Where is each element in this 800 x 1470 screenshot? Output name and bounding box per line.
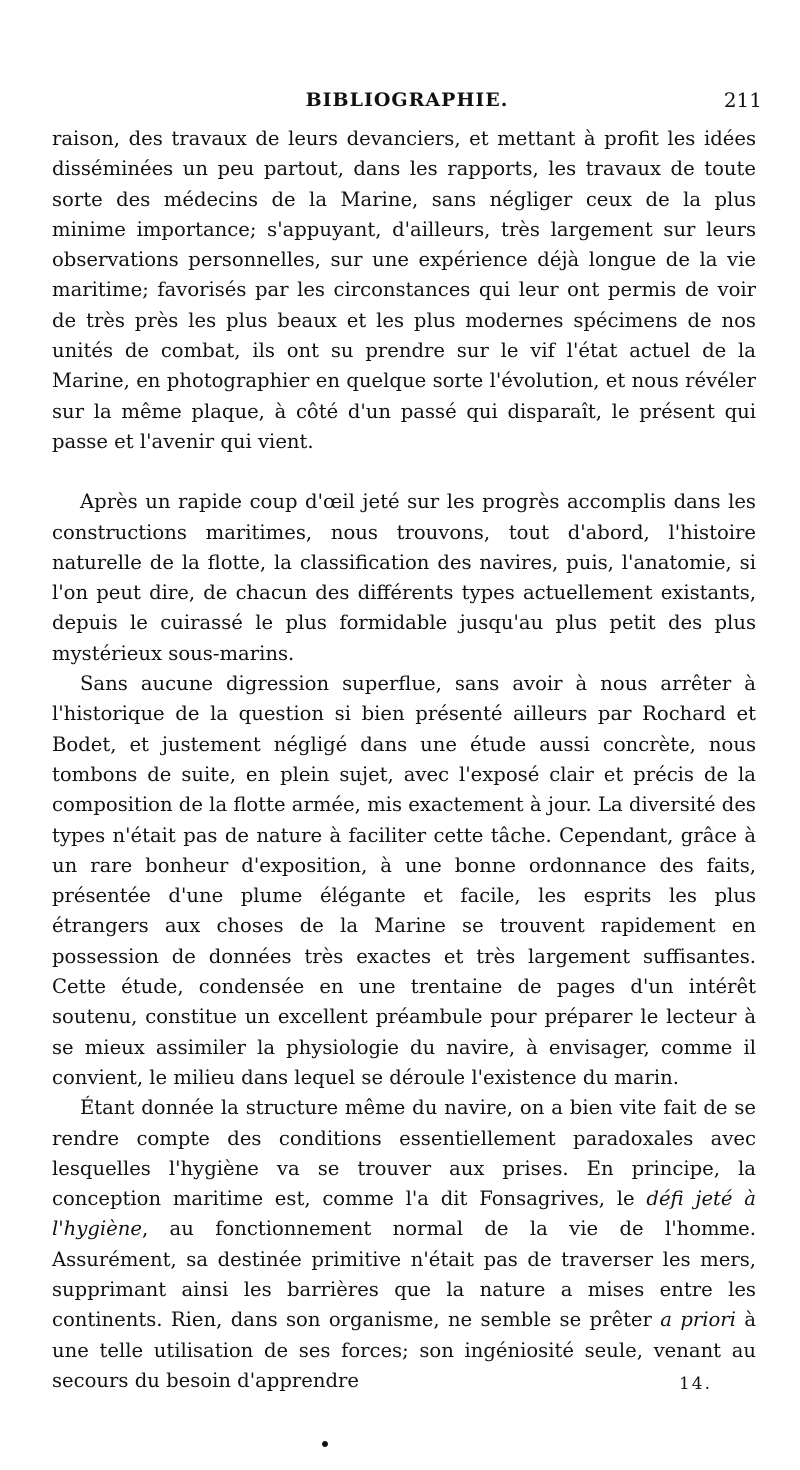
ink-dot [322, 1441, 328, 1447]
paragraph-4 [52, 1093, 756, 1396]
paragraph-1: raison, des travaux de leurs devanciers, et mettant à profit les idées disséminées un peu partout, dans les rapports, les travaux de toute sorte des médecins de la Marine, sans négliger ceux de la plus minime importance; s'appuyant, d'ailleurs, très largement sur leurs observations personnelles, sur une expérience déjà longue de la vie maritime; favorisés par les circonstances qui leur ont permis de voir de très près les plus beaux et les plus modernes spécimens de nos unités de combat, ils ont su prendre sur le vif l'état actuel de la Marine, en photographier en quelque sorte l'évolution, et nous révéler sur la même plaque, à côté d'un passé qui disparaît, le présent qui passe et l'avenir qui vient. [52, 127, 756, 453]
page-number: 211 [723, 88, 762, 112]
body-text [52, 124, 756, 1396]
quote-defi-jete: défi jeté à l'hygiène [52, 1187, 756, 1241]
paragraph-3: Sans aucune digression superflue, sans avoir à nous arrêter à l'historique de la question si bien présenté ailleurs par Rochard et Bodet, et justement négligé dans une étude aussi concrète, nous tombons de suite, en plein sujet, avec l'exposé clair et précis de la composition de la flotte armée, mis exactement à jour. La diversité des types n'était pas de nature à faciliter cette tâche. Cependant, grâce à un rare bonheur d'exposition, à une bonne ordonnance des faits, présentée d'une plume élégante et facile, les esprits les plus étrangers aux choses de la Marine se trouvent rapidement en possession de données très exactes et très largement suffisantes. Cette étude, condensée en une trentaine de pages d'un intérêt soutenu, constitue un excellent préambule pour préparer le lecteur à se mieux assimiler la physiologie du navire, à envisager, comme il convient, le milieu dans lequel se déroule l'existence du marin. [52, 672, 756, 1089]
paragraph-4-part-1: Étant donnée la structure même du navire, on a bien vite fait de se rendre compte des conditions essentiellement paradoxales avec lesquelles l'hygiène va se trouver aux prises. En principe, la conception maritime est, comme l'a dit Fonsagrives, le [52, 1096, 756, 1211]
phrase-a-priori: a priori [660, 1308, 736, 1332]
signature-mark: 14. [678, 1374, 712, 1394]
running-head [52, 86, 762, 114]
running-title: BIBLIOGRAPHIE. [305, 89, 509, 111]
paragraph-4-part-3: à une telle utilisation de ses forces; son ingéniosité seule, venant au secours du besoin d'apprendre [52, 1308, 757, 1392]
paragraph-2: Après un rapide coup d'œil jeté sur les progrès accomplis dans les constructions maritimes, nous trouvons, tout d'abord, l'histoire naturelle de la flotte, la classification des navires, puis, l'anatomie, si l'on peut dire, de chacun des différents types actuellement existants, depuis le cuirassé le plus formidable jusqu'au plus petit des plus mystérieux sous-marins. [52, 490, 756, 665]
paragraph-4-part-2: , au fonctionnement normal de la vie de l'homme. Assurément, sa destinée primitive n'était pas de traverser les mers, supprimant ainsi les barrières que la nature a mises entre les continents. Rien, dans son organisme, ne semble se prêter [52, 1217, 756, 1332]
